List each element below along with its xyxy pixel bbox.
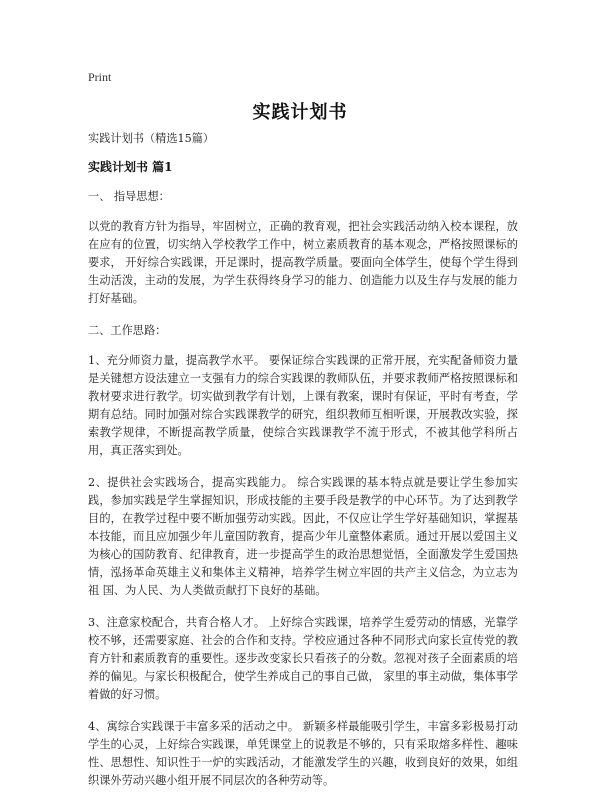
document-subtitle: 实践计划书（精选15篇） [88,132,215,145]
section-title: 实践计划书 篇1 [88,160,173,174]
paragraph-social-practice: 2、提供社会实践场合，提高实践能力。 综合实践课的基本特点就是要让学生参加实践，参加实践是学生掌握知识，形成技能的主要手段是教学的中心环节。为了达到教学目的，在教学过程中要不断加强劳动实践。因此，不仅应让学生学好基础知识，掌握基本技能，而且应加强少年儿童国防教育，提高少年儿童整体素质。通过开展以爱国主义为核心的国防教育、纪律教育，进一步提高学生的政治思想觉悟，全面激发学生爱国热情，泓扬革命英雄主义和集体主义精神，培养学生树立牢固的共产主义信念，为立志为祖 国、为人民、为人类做贡献打下良好的基础。 [88,476,518,597]
paragraph-home-school: 3、注意家校配合，共育合格人才。 上好综合实践课，培养学生爱劳动的情感，光靠学校不够，还需要家庭、社会的合作和支持。学校应通过各种不同形式向家长宣传党的教育方针和素质教育的重要性。逐步改变家长只看孩子的分数。忽视对孩子全面素质的培养的偏见。与家长积极配合，使学生养成自己的事自己做， 家里的事主动做，集体事学着做的好习惯。 [88,616,518,701]
paragraph-teacher-resources: 1、充分师资力量，提高教学水平。 要保证综合实践课的正常开展，充实配备师资力量是关键想方设法建立一支强有力的综合实践课的教师队伍，并要求教师严格按照课标和教材要求进行教学。切实做到教学有计划，上课有教案，课时有保证，平时有考查，学期有总结。同时加强对综合实践课教学的研究，组织教师互相听课，开展教改实验，探索教学规律，不断提高教学质量，使综合实践课教学不流于形式，不被其他学科所占用，真正落实到处。 [88,354,518,457]
paragraph-guiding-ideology: 以党的教育方针为指导，牢固树立，正确的教育观，把社会实践活动纳入校本课程，放在应有的位置，切实纳入学校教学工作中，树立素质教育的基本观念，严格按照课标的要求， 开好综合实践课，开足课时，提高教学质量。要面向全体学生，使每个学生得到生动活泼，主动的发展，为学生获得终身学习的能力、创造能力以及生存与发展的能力打好基础。 [88,220,518,305]
heading-work-approach: 二、工作思路： [88,324,167,337]
paragraph-activities: 4、寓综合实践课于丰富多采的活动之中。 新颖多样最能吸引学生，丰富多彩极易打动学生的心灵，上好综合实践课，单凭课堂上的说教是不够的，只有采取熔多样性、趣味性、思想性、知识性于一炉的实践活动，才能激发学生的兴趣，收到良好的效果，如组织课外劳动兴趣小组开展不同层次的各种劳动等。 [88,720,518,787]
document-title: 实践计划书 [252,102,348,123]
heading-guiding-ideology: 一、 指导思想： [88,190,170,203]
print-link[interactable]: Print [88,70,112,84]
document-body [88,130,518,804]
